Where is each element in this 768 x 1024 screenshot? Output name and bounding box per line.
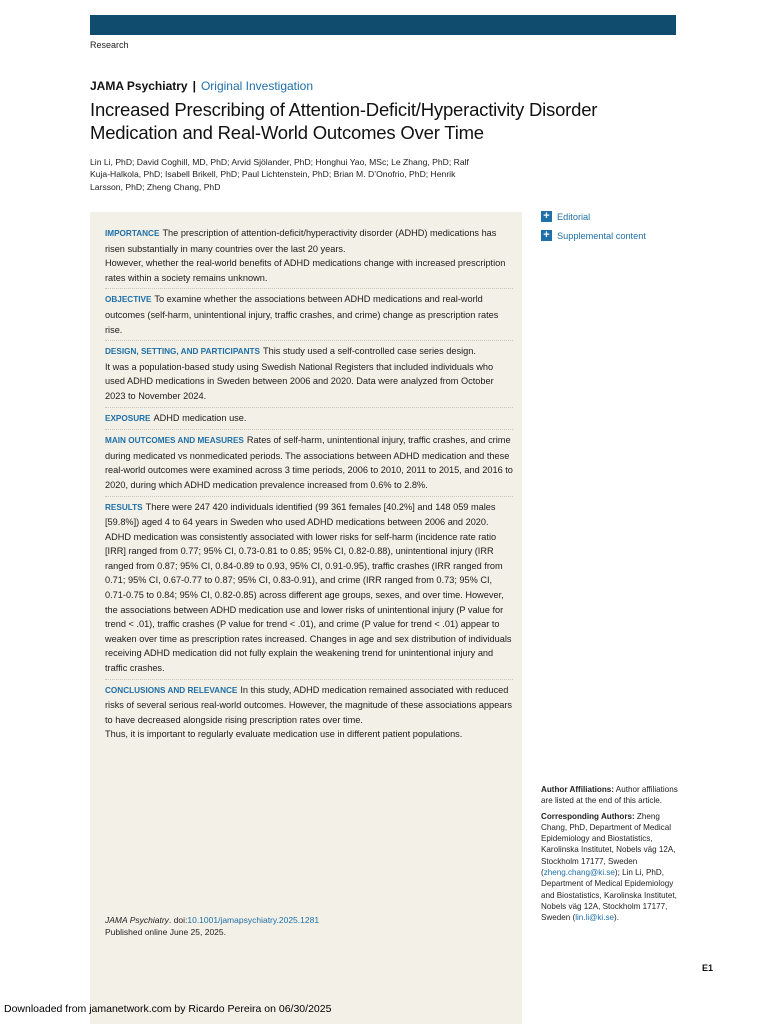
citation-doi-line [105, 915, 505, 927]
affiliations-label: Author Affiliations: [541, 785, 614, 794]
abstract-section-importance [105, 226, 513, 289]
download-note: Downloaded from jamanetwork.com by Ricardo Pereira on 06/30/2025 [4, 1003, 332, 1015]
abstract-text: To examine whether the associations between ADHD medications and real-world outcomes (self-harm, unintentional injury, traffic crashes, and crime) change as prescription rates rise. [105, 294, 499, 335]
abstract-section-design [105, 344, 513, 407]
affiliations-text: Author affiliations are listed at the end of this article. [541, 785, 678, 806]
citation-journal: JAMA Psychiatry [105, 915, 169, 925]
article-type: Original Investigation [200, 79, 314, 93]
corresponding-label: Corresponding Authors: [541, 811, 635, 821]
author-affiliations [541, 784, 681, 928]
abstract-section-outcomes [105, 433, 513, 496]
corresponding-authors [541, 811, 681, 924]
email-link-lin-li[interactable]: lin.li@ki.se [575, 913, 615, 923]
doi-link[interactable]: 10.1001/jamapsychiatry.2025.1281 [187, 915, 320, 925]
article-title: Increased Prescribing of Attention-Deficit/Hyperactivity Disorder Medication and Real-World Outcomes Over Time [90, 99, 598, 143]
section-label: Research [90, 40, 129, 50]
publication-date: Published online June 25, 2025. [105, 926, 226, 937]
abstract-text: Rates of self-harm, unintentional injury, traffic crashes, and crime during medicated vs nonmedicated periods. The associations between ADHD medication and these real-world outcomes were examined across 3 time periods, 2006 to 2010, 2011 to 2015, and 2016 to 2020, during which ADHD medication prevalence increased from 0.6% to 2.8%. [105, 435, 513, 490]
editorial-link[interactable] [541, 211, 711, 222]
abstract-heading: CONCLUSIONS AND RELEVANCE [105, 685, 238, 695]
plus-icon: + [541, 230, 552, 241]
page-number: E1 [702, 963, 714, 973]
citation [105, 915, 505, 938]
email-link-zheng-chang[interactable]: zheng.chang@ki.se [543, 868, 615, 878]
abstract-heading: OBJECTIVE [105, 295, 152, 305]
abstract-text: ADHD medication use. [153, 412, 247, 423]
abstract-section-conclusions [105, 683, 513, 745]
plus-icon: + [541, 211, 552, 222]
abstract-text: This study used a self-controlled case series design. It was a population-based study using Swedish National Registers that included individuals who used ADHD medications in Sweden between 2006 and 2020. Data were analyzed from October 2023 to November 2024. [105, 346, 494, 401]
abstract [105, 226, 513, 748]
journal-separator: | [192, 79, 196, 93]
abstract-text: The prescription of attention-deficit/hyperactivity disorder (ADHD) medications has risen substantially in many countries over the last 20 years. However, whether the real-world benefits of ADHD medications change with increased prescription rates within a society remains unknown. [105, 228, 506, 283]
abstract-heading: EXPOSURE [105, 413, 151, 423]
abstract-text: There were 247 420 individuals identified (99 361 females [40.2%] and 148 059 males [59.8%]) aged 4 to 64 years in Sweden who used ADHD medications between 2006 and 2020. ADHD medication was consistently associated with lower risks for self-harm (incidence rate ratio [IRR] ranged from 0.77; 95% CI, 0.73-0.81 to 0.85; 95% CI, 0.82-0.88), unintentional injury (IRR ranged from 0.87; 95% CI, 0.84-0.89 to 0.93, 95% CI, 0.91-0.95), traffic crashes (IRR ranged from 0.71; 95% CI, 0.67-0.77 to 0.87; 95% CI, 0.83-0.91), and crime (IRR ranged from 0.73; 95% CI, 0.71-0.75 to 0.84; 95% CI, 0.82-0.85) across different age groups, sexes, and over time. However, the associations between ADHD medication use and lower risks of unintentional injury (P value for trend < .01), traffic crashes (P value for trend < .01), and crime (P value for trend < .01) appear to weaken over time as prescription rates increased. Changes in age and sex distribution of individuals receiving ADHD medication did not fully explain the weakening trend for unintentional injury and traffic crashes. [105, 501, 512, 674]
author-list: Lin Li, PhD; David Coghill, MD, PhD; Arvid Sjölander, PhD; Honghui Yao, MSc; Le Zhang, PhD; Ralf Kuja-Halkola, PhD; Isabell Brikell, PhD; Paul Lichtenstein, PhD; Brian M. D’Onofrio, PhD; Henrik Larsson, PhD; Zheng Chang, PhD [90, 157, 469, 192]
abstract-section-objective [105, 292, 513, 341]
supplemental-link-label: Supplemental content [557, 230, 646, 241]
abstract-heading: RESULTS [105, 502, 143, 512]
corresponding-text-3: ). [614, 913, 619, 923]
abstract-heading: IMPORTANCE [105, 229, 160, 238]
affiliations-note [541, 784, 681, 807]
corresponding-text-2: ); Lin Li, PhD, Department of Medical Epidemiology and Biostatistics, Karolinska Institutet, Nobels väg 12A, Stockholm 17177, Sweden ( [541, 868, 677, 923]
supplemental-content-link[interactable] [541, 230, 711, 241]
abstract-section-exposure [105, 411, 513, 431]
citation-doi-label: . doi: [168, 915, 188, 925]
corresponding-text-1: Zheng Chang, PhD, Department of Medical Epidemiology and Biostatistics, Karolinska Institutet, Nobels väg 12A, Stockholm 17177, Sweden ( [541, 811, 676, 878]
journal-name: JAMA Psychiatry [90, 79, 188, 93]
sidebar-links [541, 211, 711, 249]
editorial-link-label: Editorial [557, 211, 591, 222]
journal-line [90, 79, 313, 93]
abstract-heading: MAIN OUTCOMES AND MEASURES [105, 436, 244, 446]
abstract-text: In this study, ADHD medication remained associated with reduced risks of several serious real-world outcomes. However, the magnitude of these associations appears to have decreased alongside rising prescription rates over time. Thus, it is important to regularly evaluate medication use in different patient populations. [105, 684, 512, 740]
abstract-section-results [105, 500, 513, 680]
header-bar [90, 15, 676, 35]
abstract-heading: DESIGN, SETTING, AND PARTICIPANTS [105, 347, 260, 357]
